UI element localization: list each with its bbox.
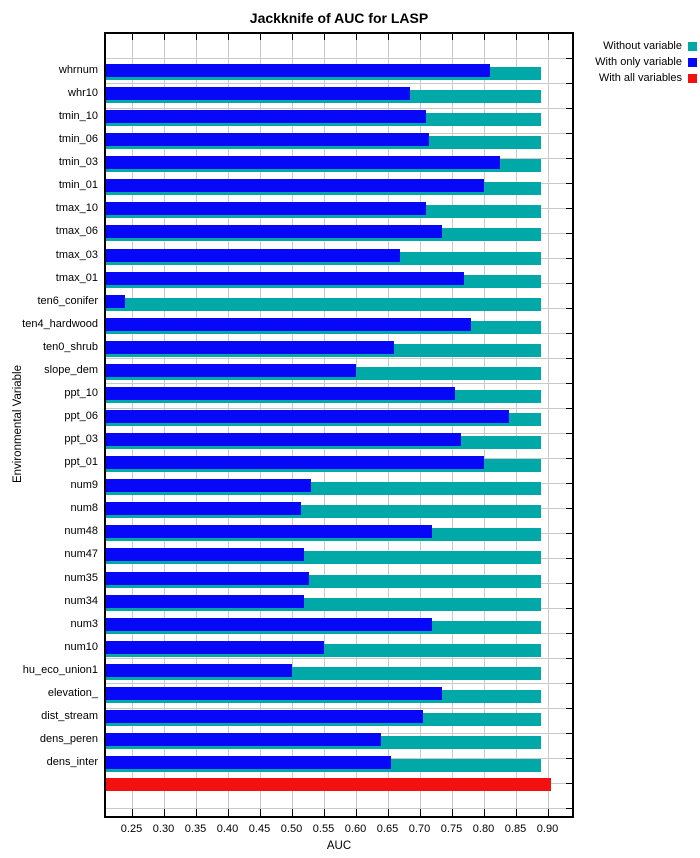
axis-tick (516, 809, 517, 816)
variable-label: elevation_ (47, 686, 98, 699)
bar-without-variable (106, 298, 541, 311)
legend-label: With all variables (598, 72, 682, 84)
axis-tick (566, 208, 572, 209)
variable-label: num47 (64, 548, 98, 561)
x-tick-label: 0.65 (376, 823, 399, 835)
bar-with-only-variable (106, 433, 461, 446)
axis-tick (566, 108, 572, 109)
bar-with-only-variable (106, 595, 304, 608)
legend-item-with-all-variables (595, 70, 697, 86)
axis-tick (566, 358, 572, 359)
bar-with-only-variable (106, 410, 509, 423)
red-swatch-icon (688, 74, 697, 83)
axis-tick (164, 34, 165, 40)
bar-with-only-variable (106, 225, 442, 238)
bar-with-only-variable (106, 618, 432, 631)
variable-label: ppt_06 (64, 410, 98, 423)
axis-tick (566, 283, 572, 284)
legend-label: With only variable (595, 56, 682, 68)
bar-with-only-variable (106, 548, 304, 561)
axis-tick (484, 34, 485, 40)
x-tick-label: 0.60 (344, 823, 367, 835)
variable-label: ten0_shrub (42, 340, 98, 353)
variable-label: num34 (64, 594, 98, 607)
bar-with-only-variable (106, 295, 125, 308)
variable-label: num35 (64, 571, 98, 584)
axis-tick (452, 809, 453, 816)
variable-label: tmax_06 (55, 225, 98, 238)
axis-tick (260, 34, 261, 40)
bar-with-only-variable (106, 341, 394, 354)
variable-label: tmax_03 (55, 248, 98, 261)
gridline-horizontal (106, 383, 572, 384)
plot-inner (106, 34, 572, 816)
axis-tick (566, 683, 572, 684)
bar-with-only-variable (106, 318, 471, 331)
variable-label: ten6_conifer (37, 294, 98, 307)
axis-tick (566, 483, 572, 484)
bar-with-only-variable (106, 479, 311, 492)
axis-tick (260, 809, 261, 816)
variable-label: tmin_03 (58, 156, 98, 169)
variable-label: tmin_06 (58, 133, 98, 146)
bar-with-only-variable (106, 456, 484, 469)
variable-label: ten4_hardwood (22, 317, 98, 330)
bar-with-only-variable (106, 664, 292, 677)
chart-title: Jackknife of AUC for LASP (249, 10, 429, 26)
axis-tick (356, 809, 357, 816)
axis-tick (566, 458, 572, 459)
axis-tick (452, 34, 453, 40)
axis-tick (566, 533, 572, 534)
x-tick-label: 0.35 (184, 823, 207, 835)
bar-with-only-variable (106, 572, 309, 585)
axis-tick (566, 783, 572, 784)
axis-tick (566, 83, 572, 84)
variable-label: num9 (70, 479, 98, 492)
axis-tick (566, 708, 572, 709)
legend-item-with-only-variable (595, 54, 697, 70)
axis-tick (292, 34, 293, 40)
axis-tick (566, 133, 572, 134)
bar-with-only-variable (106, 179, 484, 192)
axis-tick (566, 558, 572, 559)
axis-tick (566, 608, 572, 609)
variable-label: num10 (64, 640, 98, 653)
legend-label: Without variable (603, 40, 682, 52)
axis-tick (566, 658, 572, 659)
axis-tick (566, 408, 572, 409)
bar-with-only-variable (106, 687, 442, 700)
bar-with-only-variable (106, 525, 432, 538)
axis-tick (548, 809, 549, 816)
axis-tick (132, 34, 133, 40)
axis-tick (292, 809, 293, 816)
axis-tick (566, 183, 572, 184)
axis-tick (132, 809, 133, 816)
legend-item-without-variable (595, 38, 697, 54)
variable-label: whrnum (58, 64, 98, 76)
variable-label: tmax_01 (55, 271, 98, 284)
bar-with-only-variable (106, 156, 500, 169)
axis-tick (566, 633, 572, 634)
axis-tick (566, 58, 572, 59)
variable-label: num48 (64, 525, 98, 538)
blue-swatch-icon (688, 58, 697, 67)
bar-with-only-variable (106, 387, 455, 400)
x-tick-label: 0.40 (216, 823, 239, 835)
bar-with-only-variable (106, 502, 301, 515)
axis-tick (548, 34, 549, 40)
x-tick-label: 0.80 (472, 823, 495, 835)
gridline-horizontal (106, 708, 572, 709)
legend (595, 38, 697, 86)
bar-with-only-variable (106, 249, 400, 262)
bar-with-all-variables (106, 778, 551, 791)
gridline-horizontal (106, 358, 572, 359)
x-tick-label: 0.50 (280, 823, 303, 835)
bar-with-only-variable (106, 110, 426, 123)
plot-area (104, 32, 574, 818)
x-tick-label: 0.85 (504, 823, 527, 835)
axis-tick (566, 758, 572, 759)
axis-tick (484, 809, 485, 816)
bar-with-only-variable (106, 272, 464, 285)
axis-tick (566, 383, 572, 384)
gridline-horizontal (106, 83, 572, 84)
variable-label: num8 (70, 502, 98, 515)
gridline-vertical (548, 34, 549, 816)
bar-with-only-variable (106, 87, 410, 100)
variable-label: dens_inter (46, 756, 98, 769)
axis-tick (566, 308, 572, 309)
axis-tick (566, 583, 572, 584)
variable-label: slope_dem (44, 363, 98, 376)
variable-label: hu_eco_union1 (22, 663, 98, 676)
gridline-horizontal (106, 58, 572, 59)
gridline-horizontal (106, 683, 572, 684)
axis-tick (196, 34, 197, 40)
axis-tick (196, 809, 197, 816)
axis-tick (566, 233, 572, 234)
x-tick-label: 0.30 (152, 823, 175, 835)
axis-tick (356, 34, 357, 40)
variable-label: ppt_01 (64, 456, 98, 469)
axis-tick (324, 809, 325, 816)
axis-tick (324, 34, 325, 40)
axis-tick (566, 258, 572, 259)
gridline-horizontal (106, 408, 572, 409)
x-tick-label: 0.25 (120, 823, 143, 835)
gridline-horizontal (106, 658, 572, 659)
axis-tick (420, 809, 421, 816)
bar-with-only-variable (106, 364, 356, 377)
bar-with-only-variable (106, 133, 429, 146)
bar-with-only-variable (106, 710, 423, 723)
variable-label: dens_peren (39, 733, 98, 746)
bar-with-only-variable (106, 641, 324, 654)
axis-tick (516, 34, 517, 40)
axis-tick (228, 34, 229, 40)
axis-tick (566, 333, 572, 334)
axis-tick (420, 34, 421, 40)
axis-tick (566, 508, 572, 509)
axis-tick (228, 809, 229, 816)
x-tick-label: 0.45 (248, 823, 271, 835)
x-tick-label: 0.90 (536, 823, 559, 835)
gridline-horizontal (106, 808, 572, 809)
axis-tick (164, 809, 165, 816)
axis-tick (566, 433, 572, 434)
bar-with-only-variable (106, 202, 426, 215)
x-tick-label: 0.75 (440, 823, 463, 835)
variable-label: tmax_10 (55, 202, 98, 215)
bar-with-only-variable (106, 64, 490, 77)
variable-label: dist_stream (41, 709, 98, 722)
teal-swatch-icon (688, 42, 697, 51)
gridline-horizontal (106, 108, 572, 109)
variable-label: tmin_10 (58, 110, 98, 123)
y-axis-title: Environmental Variable (12, 364, 24, 484)
axis-tick (388, 34, 389, 40)
axis-tick (388, 809, 389, 816)
variable-label: ppt_03 (64, 433, 98, 446)
bar-with-only-variable (106, 756, 391, 769)
variable-label: tmin_01 (58, 179, 98, 192)
variable-label: num3 (70, 617, 98, 630)
bar-with-only-variable (106, 733, 381, 746)
x-axis-title: AUC (326, 840, 352, 852)
x-tick-label: 0.70 (408, 823, 431, 835)
axis-tick (566, 733, 572, 734)
axis-tick (566, 808, 572, 809)
axis-tick (566, 158, 572, 159)
variable-label: ppt_10 (64, 386, 98, 399)
x-tick-label: 0.55 (312, 823, 335, 835)
variable-label: whr10 (68, 87, 98, 100)
